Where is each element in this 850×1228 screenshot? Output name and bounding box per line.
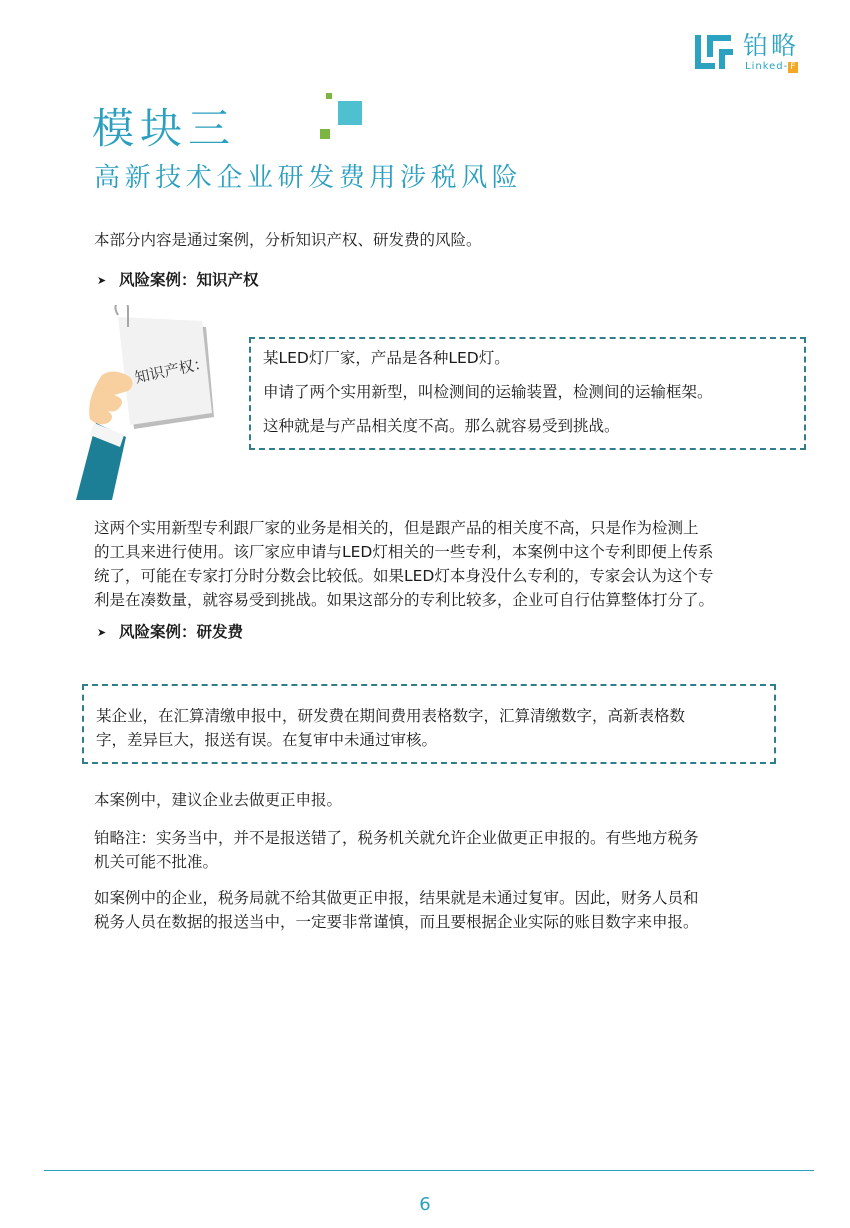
case2-example [94, 886, 774, 934]
illustration-label: 知识产权： [133, 353, 211, 387]
intro-paragraph: 本部分内容是通过案例，分析知识产权、研发费的风险。 [94, 231, 482, 249]
page-number: 6 [419, 1194, 431, 1215]
case2-box-line: 某企业，在汇算清缴申报中，研发费在期间费用表格数字，汇算清缴数字，高新表格数 [96, 707, 686, 725]
decorative-squares-icon [318, 93, 364, 143]
footer-divider [44, 1170, 814, 1171]
arrow-right-icon: ➤ [97, 274, 107, 287]
logo-mark-icon [693, 33, 735, 71]
module-subtitle: 高新技术企业研发费用涉税风险 [94, 163, 523, 193]
case1-heading [97, 268, 259, 293]
logo-english-name: Linked- F [745, 61, 797, 72]
module-title: 模块三 [92, 104, 237, 153]
note-line: 机关可能不批准。 [94, 853, 219, 871]
analysis-line: 利是在凑数量，就容易受到挑战。如果这部分的专利比较多，企业可自行估算整体打分了。 [94, 591, 715, 609]
analysis-line: 这两个实用新型专利跟厂家的业务是相关的，但是跟产品的相关度不高，只是作为检测上 [94, 519, 699, 537]
case1-analysis [94, 516, 774, 612]
analysis-line: 的工具来进行使用。该厂家应申请与LED灯相关的一些专利，本案例中这个专利即便上传系 [94, 543, 714, 561]
case1-box-line: 申请了两个实用新型，叫检测间的运输装置，检测间的运输框架。 [263, 383, 713, 401]
case1-box-line: 某LED灯厂家，产品是各种LED灯。 [263, 349, 510, 367]
case1-box [249, 337, 806, 450]
case2-box-line: 字，差异巨大，报送有误。在复审中未通过审核。 [96, 731, 438, 749]
logo-badge: F [790, 62, 797, 72]
example-line: 如案例中的企业，税务局就不给其做更正申报，结果就是未通过复审。因此，财务人员和 [94, 889, 699, 907]
logo-chinese-name: 铂略 [743, 31, 800, 60]
case2-heading-text: 风险案例：研发费 [119, 623, 244, 641]
hand-holding-paper-icon [74, 305, 224, 500]
arrow-right-icon: ➤ [97, 626, 107, 639]
case1-box-line: 这种就是与产品相关度不高。那么就容易受到挑战。 [263, 417, 620, 435]
case2-box [82, 684, 776, 764]
case2-heading [97, 620, 243, 645]
case2-note [94, 826, 774, 874]
brand-logo [693, 31, 815, 75]
case1-heading-text: 风险案例：知识产权 [119, 271, 259, 289]
case2-advice: 本案例中，建议企业去做更正申报。 [94, 791, 343, 809]
note-line: 铂略注：实务当中，并不是报送错了，税务机关就允许企业做更正申报的。有些地方税务 [94, 829, 699, 847]
example-line: 税务人员在数据的报送当中，一定要非常谨慎，而且要根据企业实际的账目数字来申报。 [94, 913, 699, 931]
analysis-line: 统了，可能在专家打分时分数会比较低。如果LED灯本身没什么专利的，专家会认为这个专 [94, 567, 714, 585]
